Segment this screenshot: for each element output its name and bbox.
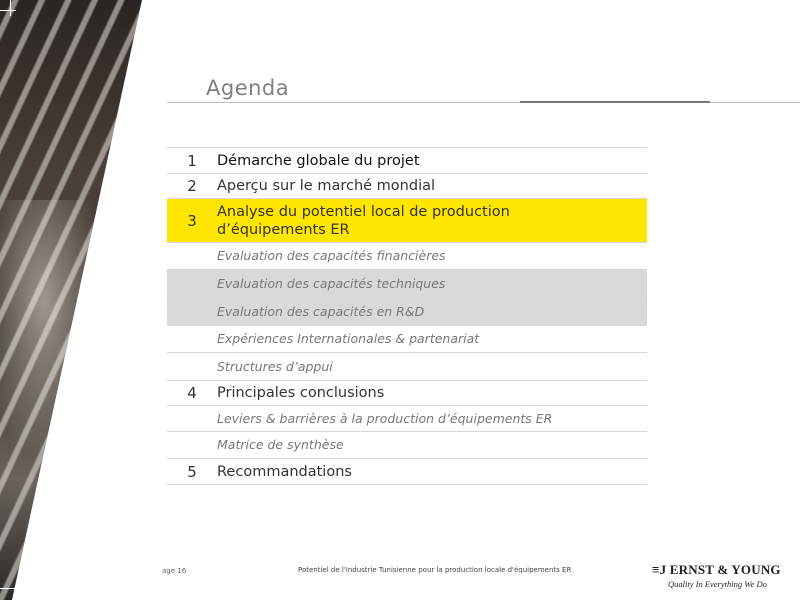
agenda-table	[167, 147, 647, 485]
agenda-item-3-current	[167, 199, 647, 243]
agenda-subitem	[167, 326, 647, 353]
subitem-label: Evaluation des capacités en R&D	[217, 303, 425, 319]
logo-name: ERNST & YOUNG	[669, 562, 781, 577]
item-number: 5	[187, 462, 197, 481]
item-label: Démarche globale du projet	[217, 152, 420, 169]
item-label: Analyse du potentiel local de production d’équipements ER	[217, 203, 510, 238]
subitem-label: Matrice de synthèse	[217, 437, 344, 452]
logo-mark-icon: ≡J	[652, 562, 667, 577]
page-number: age 16	[162, 567, 187, 575]
logo-tagline: Quality In Everything We Do	[668, 579, 767, 589]
agenda-item-2	[167, 174, 647, 199]
crop-mark	[0, 10, 16, 11]
agenda-subitem	[167, 270, 647, 298]
subitem-label: Evaluation des capacités financières	[217, 248, 446, 263]
page-title: Agenda	[206, 76, 290, 100]
agenda-subitem	[167, 353, 647, 381]
agenda-subitem	[167, 243, 647, 270]
ernst-young-logo	[652, 562, 781, 589]
footer-title: Potentiel de l'Industrie Tunisienne pour la production locale d'équipements ER	[298, 566, 572, 574]
item-number: 3	[187, 211, 197, 230]
subitem-label: Leviers & barrières à la production d’équipements ER	[217, 410, 553, 426]
agenda-item-4	[167, 381, 647, 406]
crop-mark	[0, 588, 16, 589]
item-label: Principales conclusions	[217, 385, 385, 401]
title-divider-accent	[520, 101, 710, 103]
subitem-label: Structures d’appui	[217, 358, 333, 374]
subitem-label: Evaluation des capacités techniques	[217, 275, 446, 291]
agenda-item-5	[167, 459, 647, 485]
item-label: Recommandations	[217, 463, 352, 480]
solar-panels-photo	[0, 0, 142, 600]
item-label: Aperçu sur le marché mondial	[217, 178, 436, 194]
agenda-subitem	[167, 298, 647, 326]
agenda-item-1	[167, 148, 647, 174]
agenda-subitem	[167, 432, 647, 459]
crop-mark	[10, 0, 11, 16]
item-number: 1	[187, 151, 197, 170]
agenda-subitem	[167, 406, 647, 432]
item-number: 4	[187, 384, 197, 402]
item-number: 2	[187, 177, 197, 195]
subitem-label: Expériences Internationales & partenariat	[217, 331, 480, 346]
